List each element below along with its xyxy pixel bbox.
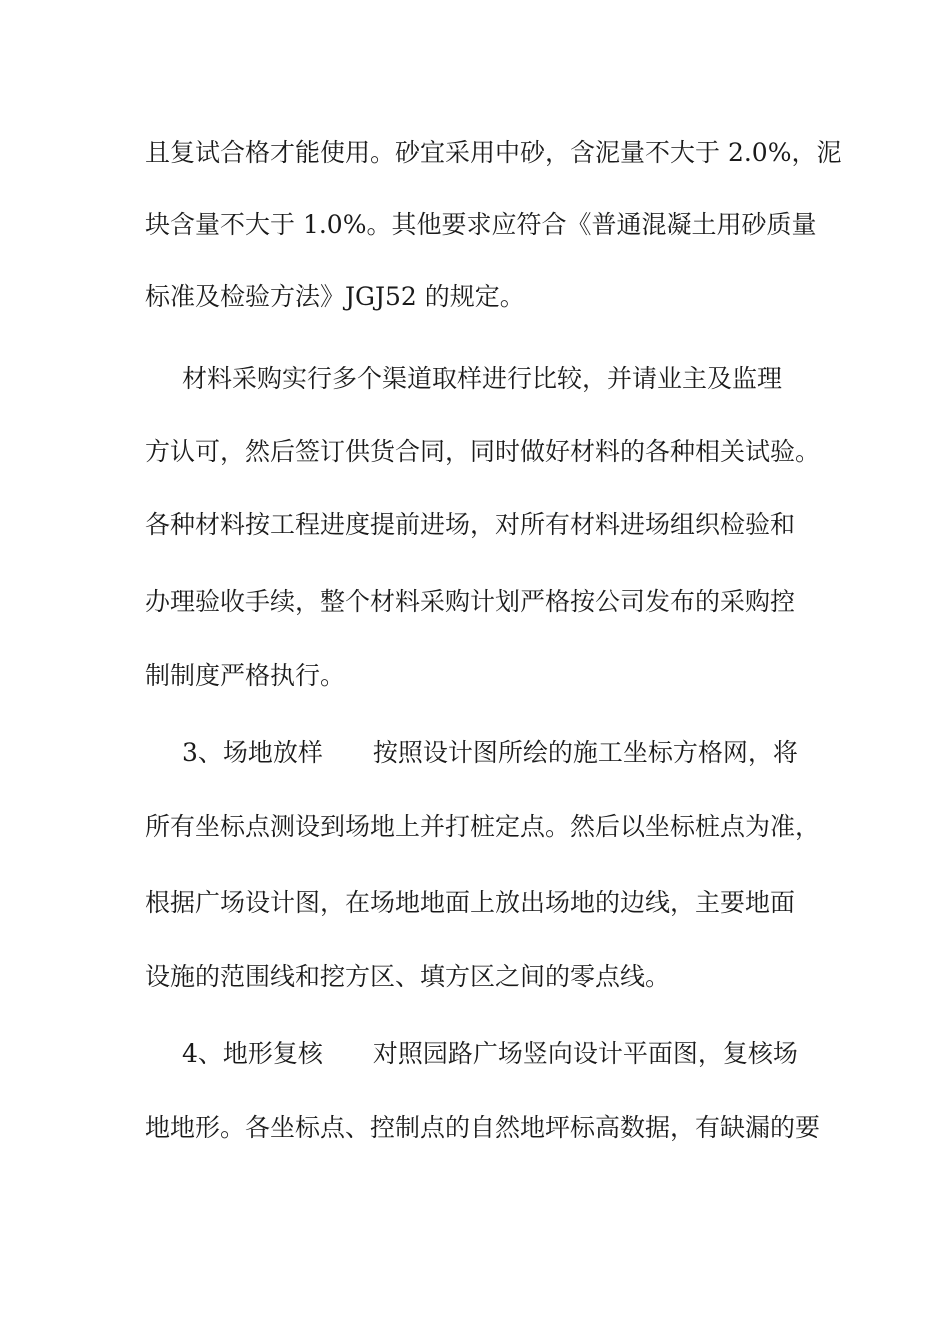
text-line: 地地形。各坐标点、控制点的自然地坪标高数据，有缺漏的要 [145, 1113, 821, 1142]
text-line: 设施的范围线和挖方区、填方区之间的零点线。 [145, 962, 671, 991]
section-heading-line: 4、地形复核 对照园路广场竖向设计平面图，复核场 [182, 1039, 798, 1068]
text-line: 办理验收手续，整个材料采购计划严格按公司发布的采购控 [145, 587, 796, 616]
section-heading-line: 3、场地放样 按照设计图所绘的施工坐标方格网，将 [182, 738, 798, 767]
text-line: 且复试合格才能使用。砂宜采用中砂，含泥量不大于 2.0%，泥 [145, 138, 842, 167]
text-line: 所有坐标点测设到场地上并打桩定点。然后以坐标桩点为准， [145, 812, 821, 841]
text-line: 制制度严格执行。 [145, 661, 346, 690]
text-line: 块含量不大于 1.0%。其他要求应符合《普通混凝土用砂质量 [145, 210, 817, 239]
paragraph-first-line: 材料采购实行多个渠道取样进行比较，并请业主及监理 [182, 364, 783, 393]
text-line: 各种材料按工程进度提前进场，对所有材料进场组织检验和 [145, 510, 796, 539]
text-line: 标准及检验方法》JGJ52 的规定。 [145, 282, 525, 311]
text-line: 根据广场设计图，在场地地面上放出场地的边线，主要地面 [145, 888, 796, 917]
text-line: 方认可，然后签订供货合同，同时做好材料的各种相关试验。 [145, 437, 821, 466]
